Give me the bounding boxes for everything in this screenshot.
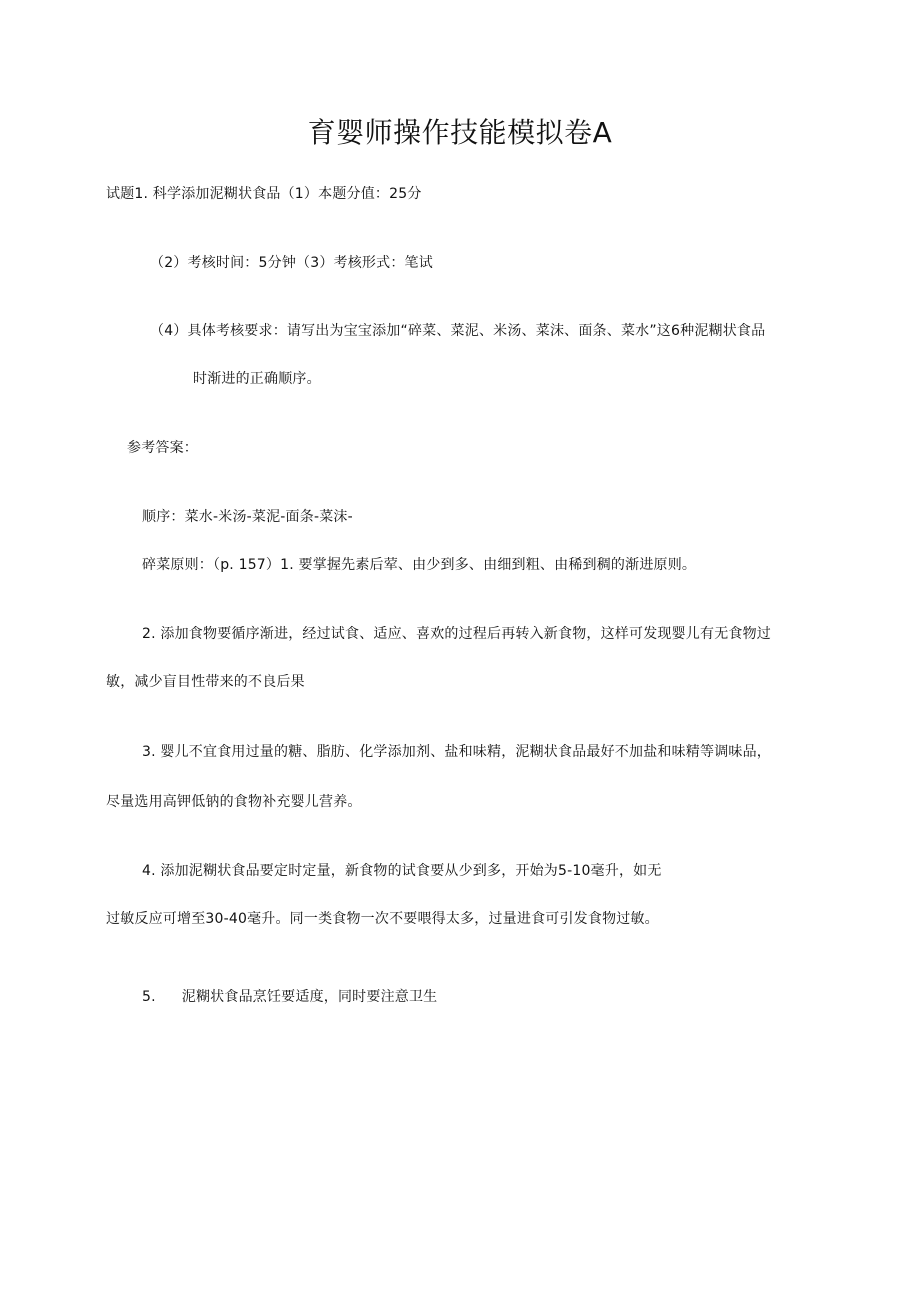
- answer-heading: 参考答案：: [127, 440, 198, 456]
- principle-5-text: 泥糊状食品烹饪要适度，同时要注意卫生: [181, 989, 438, 1005]
- principle-1: 碎菜原则：（p. 157）1. 要掌握先素后荤、由少到多、由细到粗、由稀到稠的渐进原则。: [142, 557, 697, 573]
- answer-order: 顺序：菜水-米汤-菜泥-面条-菜沫-: [142, 509, 353, 525]
- question-requirement: （4）具体考核要求：请写出为宝宝添加“碎菜、菜泥、米汤、菜沫、面条、菜水”这6种泥糊状食品: [150, 323, 766, 339]
- principle-2: 2. 添加食物要循序渐进，经过试食、适应、喜欢的过程后再转入新食物，这样可发现婴儿有无食物过: [142, 626, 772, 642]
- page-title: 育婴师操作技能模拟卷A: [307, 116, 613, 149]
- principle-3: 3. 婴儿不宜食用过量的糖、脂肪、化学添加剂、盐和味精，泥糊状食品最好不加盐和味精等调味品，: [142, 744, 772, 760]
- principle-5-number: 5.: [142, 989, 156, 1005]
- principle-3-cont: 尽量选用高钾低钠的食物补充婴儿营养。: [106, 794, 362, 810]
- question-requirement-cont: 时渐进的正确顺序。: [193, 371, 321, 387]
- principle-5: [142, 987, 437, 1007]
- principle-4-cont: 过敏反应可增至30-40毫升。同一类食物一次不要喂得太多，过量进食可引发食物过敏。: [106, 911, 659, 927]
- question-header: 试题1. 科学添加泥糊状食品（1）本题分值：25分: [106, 186, 422, 202]
- question-time-format: （2）考核时间：5分钟（3）考核形式：笔试: [150, 255, 433, 271]
- principle-2-cont: 敏，减少盲目性带来的不良后果: [106, 674, 305, 690]
- principle-4: 4. 添加泥糊状食品要定时定量，新食物的试食要从少到多，开始为5-10毫升，如无: [142, 863, 662, 879]
